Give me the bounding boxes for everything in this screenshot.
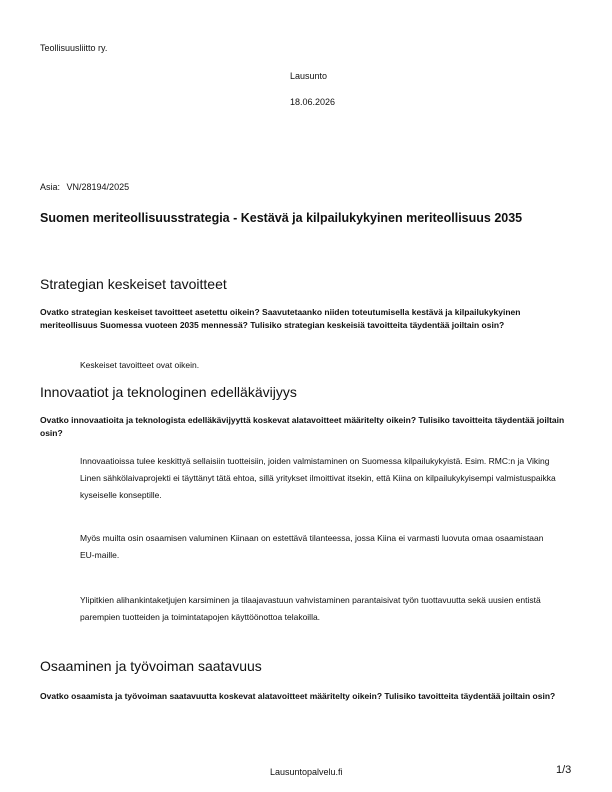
case-reference	[40, 181, 129, 193]
section-heading: Osaaminen ja työvoiman saatavuus	[40, 658, 262, 674]
section-question: Ovatko innovaatioita ja teknologista edelläkävijyyttä koskevat alatavoitteet määritelty oikein? Tulisiko tavoitteita täydentää joiltain osin?	[40, 415, 565, 438]
section-answer: Innovaatioissa tulee keskittyä sellaisiin tuotteisiin, joiden valmistaminen on Suomessa kilpailukykyistä. Esim. RMC:n ja Viking Linen sähkölaivaprojekti ei täyttänyt tätä ehtoa, sillä yritykset ilmoittivat itsekin, että Kiina on kilpailukykyisempi valmistuspaikka kyseiselle konseptille.	[80, 456, 556, 500]
section-question: Ovatko strategian keskeiset tavoitteet asetettu oikein? Saavutetaanko niiden toteutumisella kestävä ja kilpailukykyinen meriteollisuus Suomessa vuoteen 2035 mennessä? Tulisiko strategian keskeisiä tavoitteita täydentää joiltain osin?	[40, 307, 521, 330]
section-answer: Myös muilta osin osaamisen valuminen Kiinaan on estettävä tilanteessa, jossa Kiina ei varmasti luovuta omaa osaamistaan EU-maille.	[80, 533, 544, 560]
section-heading: Strategian keskeiset tavoitteet	[40, 276, 227, 292]
page-number: 1/3	[556, 764, 572, 776]
section-answer: Ylipitkien alihankintaketjujen karsiminen ja tilaajavastuun vahvistaminen parantaisivat työn tuottavuutta sekä uusien entistä parempien tuotteiden ja toimintatapojen käyttöönottoa telakoilla.	[80, 595, 541, 622]
document-date: 18.06.2026	[290, 97, 336, 107]
organization-name: Teollisuusliitto ry.	[40, 43, 108, 53]
case-number: VN/28194/2025	[66, 182, 130, 192]
section-heading: Innovaatiot ja teknologinen edelläkävijyys	[40, 384, 297, 400]
footer-site: Lausuntopalvelu.fi	[270, 767, 343, 777]
case-label: Asia:	[40, 182, 61, 192]
section-answer: Keskeiset tavoitteet ovat oikein.	[80, 360, 200, 370]
section-question: Ovatko osaamista ja työvoiman saatavuutta koskevat alatavoitteet määritelty oikein? Tulisiko tavoitteita täydentää joiltain osin?	[40, 691, 556, 701]
document-type: Lausunto	[290, 71, 328, 81]
document-title: Suomen meriteollisuusstrategia - Kestävä ja kilpailukykyinen meriteollisuus 2035	[40, 211, 523, 225]
